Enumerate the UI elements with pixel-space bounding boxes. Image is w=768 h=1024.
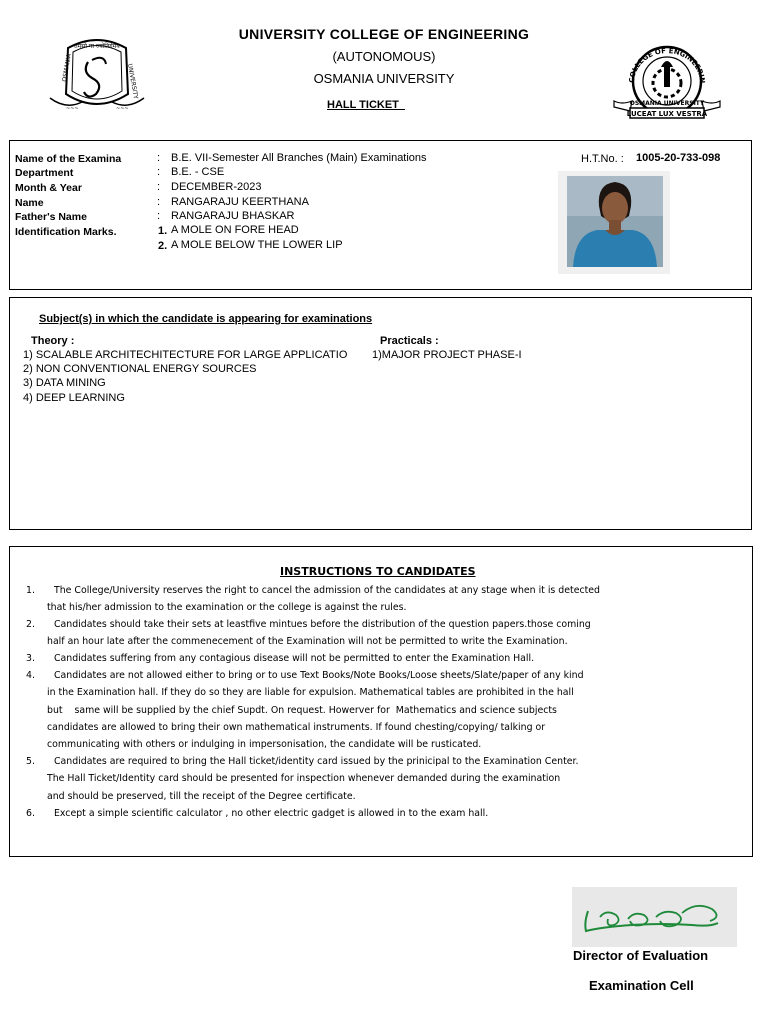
theory-subject: 3) DATA MINING bbox=[23, 377, 106, 389]
instruction-line: and should be preserved, till the receipt of the Degree certificate. bbox=[47, 791, 356, 802]
theory-subject: 2) NON CONVENTIONAL ENERGY SOURCES bbox=[23, 363, 257, 375]
practical-subject: 1)MAJOR PROJECT PHASE-I bbox=[372, 349, 522, 361]
instruction-line: but same will be supplied by the chief Supdt. On request. Howerver for Mathematics and science subjects bbox=[47, 705, 557, 716]
instructions-heading: INSTRUCTIONS TO CANDIDATES bbox=[280, 565, 476, 578]
svg-text:UNIVERSITY: UNIVERSITY bbox=[126, 63, 140, 100]
university-name: OSMANIA UNIVERSITY bbox=[313, 71, 455, 86]
instruction-number: 1. bbox=[26, 585, 35, 596]
hall-ticket-number: 1005-20-733-098 bbox=[636, 152, 721, 164]
instruction-line: candidates are allowed to bring their own mathematical instruments. If found chesting/copying/ talking or bbox=[47, 722, 546, 733]
label-month-year: Month & Year bbox=[15, 182, 82, 194]
instruction-line: Candidates should take their sets at leastfive mintues before the distribution of the question papers.those coming bbox=[54, 619, 591, 630]
value-father-name: RANGARAJU BHASKAR bbox=[171, 210, 295, 222]
instruction-line: The College/University reserves the right to cancel the admission of the candidates at any stage when it is detected bbox=[54, 585, 601, 596]
mark-number-2: 2. bbox=[158, 240, 168, 252]
instruction-line: The Hall Ticket/Identity card should be presented for inspection whenever demanded during the examination bbox=[47, 773, 561, 784]
subjects-box bbox=[9, 297, 752, 530]
colon-separator: : bbox=[157, 196, 161, 208]
instruction-line: Candidates are not allowed either to bring or to use Text Books/Note Books/Loose sheets/Slate/paper of any kind bbox=[54, 670, 584, 681]
signature-area bbox=[572, 887, 737, 947]
instruction-line: Candidates are required to bring the Hall ticket/identity card issued by the prinicipal to the Examination Center. bbox=[54, 756, 579, 767]
instruction-line: half an hour late after the commenecement of the Examination will not be permitted to write the Examination. bbox=[47, 636, 568, 647]
instruction-number: 2. bbox=[26, 619, 35, 630]
autonomous-subtitle: (AUTONOMOUS) bbox=[332, 49, 436, 64]
signatory-office: Examination Cell bbox=[589, 978, 694, 993]
mark-text-1: A MOLE ON FORE HEAD bbox=[171, 224, 299, 236]
svg-text:~~~: ~~~ bbox=[66, 106, 79, 112]
svg-text:LUCEAT LUX VESTRA: LUCEAT LUX VESTRA bbox=[626, 110, 708, 118]
svg-text:COLLEGE OF ENGINEERING: COLLEGE OF ENGINEERIN bbox=[627, 46, 707, 84]
practicals-label: Practicals : bbox=[380, 335, 439, 347]
hall-ticket-number-label: H.T.No. : bbox=[581, 153, 624, 165]
svg-text:~~~: ~~~ bbox=[116, 106, 129, 112]
label-identification-marks: Identification Marks. bbox=[15, 226, 117, 238]
instruction-number: 5. bbox=[26, 756, 35, 767]
instruction-number: 4. bbox=[26, 670, 35, 681]
document-title: HALL TICKET bbox=[327, 99, 406, 111]
candidate-photo bbox=[558, 171, 670, 274]
instruction-line: communicating with others or indulging in impersonisation, the candidate will be rusticated. bbox=[47, 739, 482, 750]
label-exam: Name of the Examina bbox=[15, 153, 122, 165]
label-father-name: Father's Name bbox=[15, 211, 87, 223]
instruction-line: that his/her admission to the examination or the college is against the rules. bbox=[47, 602, 407, 613]
value-name: RANGARAJU KEERTHANA bbox=[171, 196, 309, 208]
mark-text-2: A MOLE BELOW THE LOWER LIP bbox=[171, 239, 343, 251]
colon-separator: : bbox=[157, 181, 161, 193]
theory-label: Theory : bbox=[31, 335, 75, 347]
colon-separator: : bbox=[157, 152, 161, 164]
label-department: Department bbox=[15, 167, 74, 179]
theory-subject: 4) DEEP LEARNING bbox=[23, 392, 125, 404]
theory-subject: 1) SCALABLE ARCHITECHITECTURE FOR LARGE APPLICATIO bbox=[23, 349, 348, 361]
svg-text:OSMANIA: OSMANIA bbox=[61, 53, 73, 83]
svg-text:OSMANIA UNIVERSITY: OSMANIA UNIVERSITY bbox=[629, 100, 705, 107]
instruction-line: in the Examination hall. If they do so they are liable for expulsion. Mathematical tables are prohibited in the hall bbox=[47, 687, 574, 698]
value-month-year: DECEMBER-2023 bbox=[171, 181, 262, 193]
svg-text:तमसो मा ज्योतिर्गमय: तमसो मा ज्योतिर्गमय bbox=[74, 43, 120, 50]
instruction-line: Candidates suffering from any contagious disease will not be permitted to enter the Examination Hall. bbox=[54, 653, 535, 664]
colon-separator: : bbox=[157, 166, 161, 178]
label-name: Name bbox=[15, 197, 44, 209]
instruction-number: 3. bbox=[26, 653, 35, 664]
university-title: UNIVERSITY COLLEGE OF ENGINEERING bbox=[238, 26, 530, 42]
instruction-number: 6. bbox=[26, 808, 35, 819]
colon-separator: : bbox=[157, 210, 161, 222]
value-exam: B.E. VII-Semester All Branches (Main) Examinations bbox=[171, 152, 427, 164]
value-department: B.E. - CSE bbox=[171, 166, 225, 178]
signature-image bbox=[572, 887, 737, 947]
signatory-title: Director of Evaluation bbox=[573, 948, 709, 963]
instruction-line: Except a simple scientific calculator , no other electric gadget is allowed in to the exam hall. bbox=[54, 808, 489, 819]
mark-number-1: 1. bbox=[158, 225, 168, 237]
subjects-heading: Subject(s) in which the candidate is appearing for examinations bbox=[39, 313, 373, 325]
